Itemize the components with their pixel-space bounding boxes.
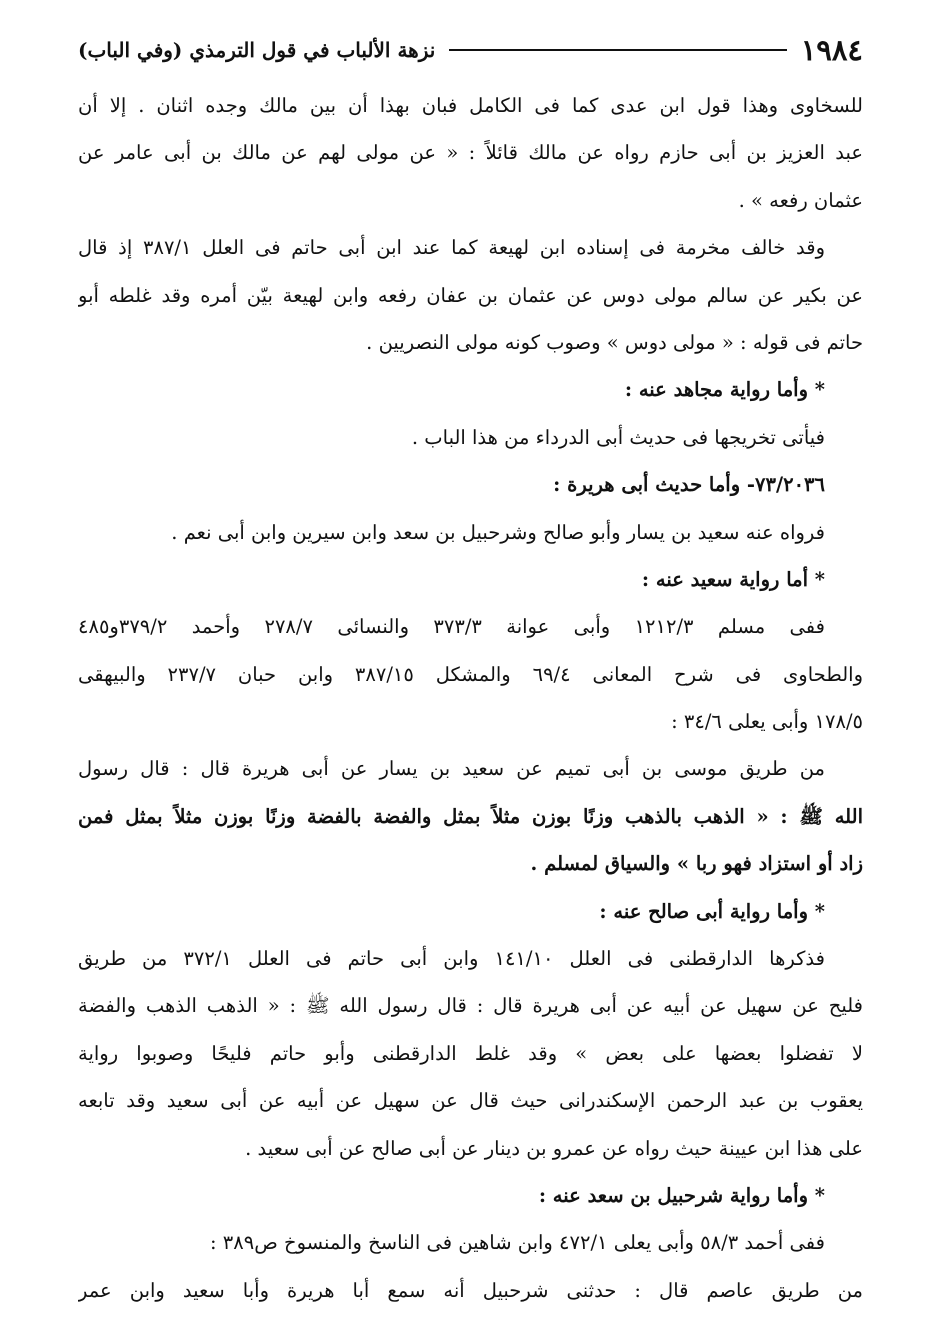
section-heading: * أما رواية سعيد عنه : (641, 567, 825, 591)
text-line: عن بكير عن سالم مولى دوس عن عثمان بن عفان رفعه وابن لهيعة بيّن أمره وقد غلطه أبو (78, 283, 863, 307)
text-line: وقد خالف مخرمة فى إسناده ابن لهيعة كما عند ابن أبى حاتم فى العلل ٣٨٧/١ إذ قال (78, 236, 825, 260)
page-number: ١٩٨٤ (800, 33, 863, 67)
text-line: فذكرها الدارقطنى فى العلل ١٤١/١٠ وابن أبى حاتم فى العلل ٣٧٢/١ من طريق (78, 947, 825, 971)
text-line: عبد العزيز بن أبى حازم رواه عن مالك قائلاً : « عن مولى لهم عن مالك بن أبى عامر عن (78, 141, 863, 165)
text-line: فليح عن سهيل عن أبيه عن أبى هريرة قال : قال رسول الله ﷺ : « الذهب الذهب والفضة (78, 994, 863, 1018)
section-heading: * وأما رواية أبى صالح عنه : (599, 899, 825, 923)
text-line: من طريق عاصم قال : حدثنى شرحبيل أنه سمع أبا هريرة وأبا سعيد وابن عمر (78, 1278, 863, 1302)
section-heading: * وأما رواية شرحبيل بن سعد عنه : (538, 1183, 825, 1207)
text-line: لا تفضلوا بعضها على بعض » وقد غلط الدارقطنى وأبو حاتم فليحًا وصوبوا رواية (78, 1041, 863, 1065)
text-line: عثمان رفعه » . (738, 188, 863, 212)
text-line: من طريق موسى بن أبى تميم عن سعيد بن يسار عن أبى هريرة قال : قال رسول (78, 757, 825, 781)
header-rule (449, 49, 786, 51)
text-line: للسخاوى وهذا قول ابن عدى كما فى الكامل فبان بهذا أن بين مالك وجده اثنان . إلا أن (78, 94, 863, 117)
body-text (78, 82, 863, 1314)
section-heading: ٧٣/٢٠٣٦- وأما حديث أبى هريرة : (553, 473, 825, 497)
page-header (78, 30, 863, 70)
text-line: ففى أحمد ٥٨/٣ وأبى يعلى ٤٧٢/١ وابن شاهين فى الناسخ والمنسوخ ص٣٨٩ : (210, 1231, 825, 1255)
text-line: يعقوب بن عبد الرحمن الإسكندرانى حيث قال عن سهيل عن أبيه عن أبى سعيد وقد تابعه (78, 1089, 863, 1113)
text-line: ففى مسلم ١٢١٢/٣ وأبى عوانة ٣٧٣/٣ والنسائى ٢٧٨/٧ وأحمد ٣٧٩/٢و٤٨٥ (78, 615, 825, 639)
text-line: على هذا ابن عيينة حيث رواه عن عمرو بن دينار عن أبى صالح عن أبى سعيد . (245, 1136, 863, 1160)
text-line: حاتم فى قوله : « مولى دوس » وصوب كونه مولى النصريين . (366, 330, 863, 354)
text-line: ١٧٨/٥ وأبى يعلى ٣٤/٦ : (671, 710, 863, 734)
section-heading: * وأما رواية مجاهد عنه : (624, 378, 825, 402)
running-title: نزهة الألباب في قول الترمذي (وفي الباب) (78, 38, 436, 62)
text-line: فرواه عنه سعيد بن يسار وأبو صالح وشرحبيل بن سعد وابن سيرين وابن أبى نعم . (171, 520, 825, 544)
hadith-text-line: زاد أو استزاد فهو ربا » والسياق لمسلم . (530, 852, 863, 876)
hadith-text-line: الله ﷺ : « الذهب بالذهب وزنًا بوزن مثلاً بمثل والفضة بالفضة وزنًا بوزن مثلاً بمثل فمن (78, 804, 863, 828)
text-line: فيأتى تخريجها فى حديث أبى الدرداء من هذا الباب . (411, 425, 825, 449)
text-line: والطحاوى فى شرح المعانى ٦٩/٤ والمشكل ٣٨٧/١٥ وابن حبان ٢٣٧/٧ والبيهقى (78, 662, 863, 686)
